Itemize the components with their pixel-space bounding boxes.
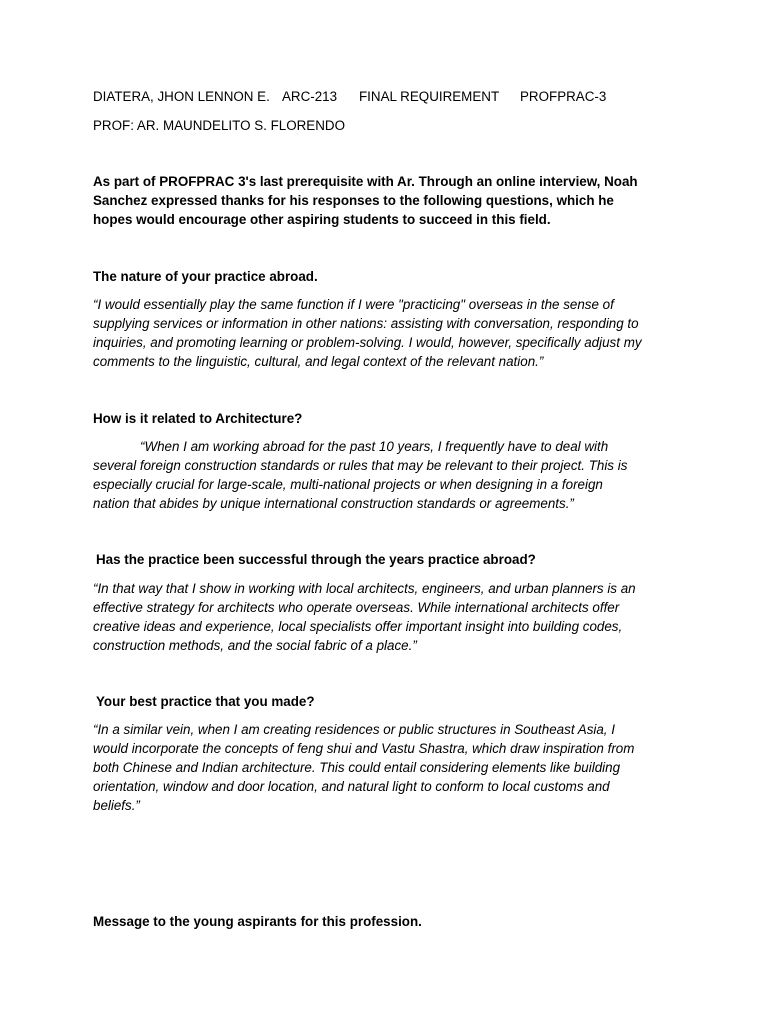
answer-line: orientation, window and door location, and natural light to conform to local customs and <box>93 779 610 794</box>
question-heading: Message to the young aspirants for this profession. <box>93 914 422 929</box>
answer-line: would incorporate the concepts of feng shui and Vastu Shastra, which draw inspiration from <box>93 741 635 756</box>
answer-paragraph <box>93 720 683 815</box>
answer-line: “When I am working abroad for the past 10 years, I frequently have to deal with <box>140 439 609 454</box>
requirement-label: FINAL REQUIREMENT <box>359 89 500 104</box>
answer-line: especially crucial for large-scale, multi-national projects or when designing in a foreign <box>93 477 603 492</box>
answer-line: creative ideas and experience, local specialists offer important insight into building codes, <box>93 619 623 634</box>
question-heading: The nature of your practice abroad. <box>93 269 318 284</box>
answer-line: nation that abides by unique international construction standards or agreements.” <box>93 496 574 511</box>
answer-paragraph <box>93 437 683 513</box>
answer-line: “In a similar vein, when I am creating residences or public structures in Southeast Asia, I <box>93 722 615 737</box>
intro-line: Sanchez expressed thanks for his responses to the following questions, which he <box>93 193 614 208</box>
answer-line: supplying services or information in other nations: assisting with conversation, responding to <box>93 316 639 331</box>
answer-line: construction methods, and the social fabric of a place.” <box>93 638 417 653</box>
answer-line: effective strategy for architects who operate overseas. While international architects offer <box>93 600 620 615</box>
course-code: PROFPRAC-3 <box>520 89 607 104</box>
professor-line: PROF: AR. MAUNDELITO S. FLORENDO <box>93 118 345 133</box>
answer-line: beliefs.” <box>93 798 140 813</box>
question-heading: Your best practice that you made? <box>96 694 315 709</box>
intro-paragraph <box>93 172 683 229</box>
answer-paragraph <box>93 579 683 655</box>
answer-line: several foreign construction standards or rules that may be relevant to their project. This is <box>93 458 628 473</box>
section-code: ARC-213 <box>282 89 338 104</box>
question-heading: Has the practice been successful through the years practice abroad? <box>96 552 536 567</box>
answer-paragraph <box>93 295 683 371</box>
intro-line: hopes would encourage other aspiring students to succeed in this field. <box>93 212 551 227</box>
answer-line: “I would essentially play the same function if I were "practicing" overseas in the sense of <box>93 297 614 312</box>
intro-line: As part of PROFPRAC 3's last prerequisite with Ar. Through an online interview, Noah <box>93 174 638 189</box>
answer-line: both Chinese and Indian architecture. This could entail considering elements like building <box>93 760 621 775</box>
answer-line: comments to the linguistic, cultural, and legal context of the relevant nation.” <box>93 354 544 369</box>
answer-line: inquiries, and promoting learning or problem-solving. I would, however, specifically adjust my <box>93 335 642 350</box>
answer-line: “In that way that I show in working with local architects, engineers, and urban planners is an <box>93 581 636 596</box>
student-name: DIATERA, JHON LENNON E. <box>93 89 270 104</box>
question-heading: How is it related to Architecture? <box>93 411 303 426</box>
